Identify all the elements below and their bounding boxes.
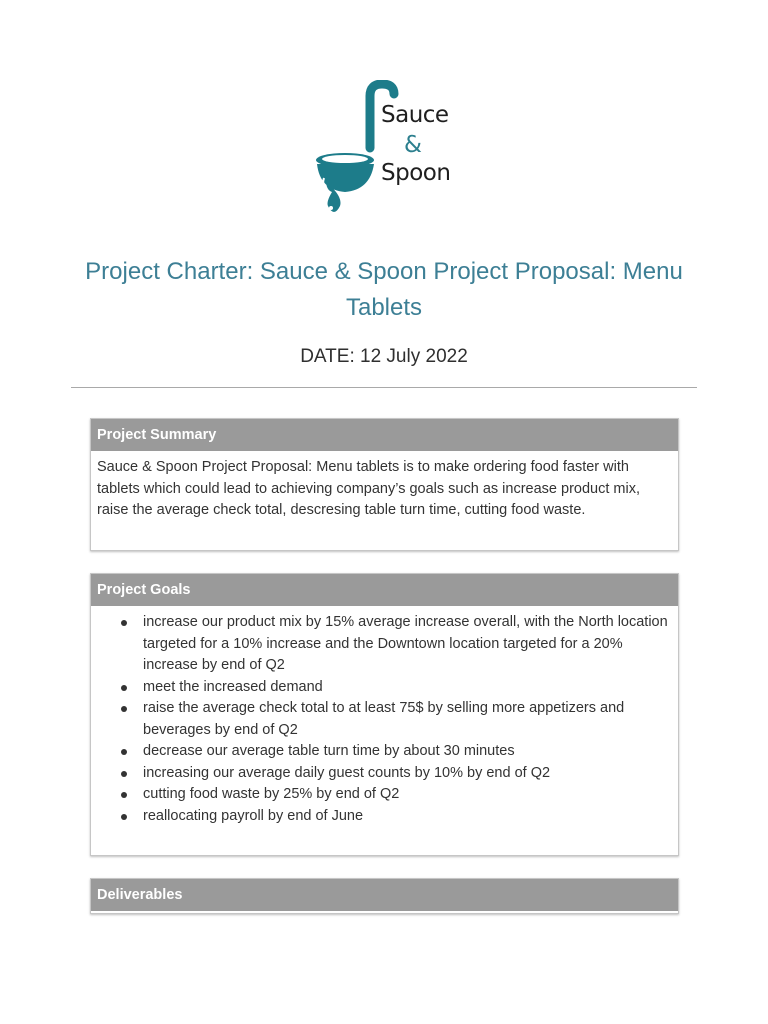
goal-text: decrease our average table turn time by about 30 minutes	[143, 743, 515, 759]
bullet-icon	[121, 685, 127, 691]
goal-item	[97, 741, 672, 763]
project-summary-heading: Project Summary	[91, 419, 678, 451]
bullet-icon	[121, 620, 127, 626]
bullet-icon	[121, 749, 127, 755]
project-summary-text: Sauce & Spoon Project Proposal: Menu tablets is to make ordering food faster with tablets which could lead to achieving company’s goals such as increase product mix, raise the average check total, descresing table turn time, cutting food waste.	[97, 459, 640, 518]
project-goals-box	[90, 573, 679, 856]
goal-item	[97, 806, 672, 828]
goal-item	[97, 698, 672, 741]
goal-text: meet the increased demand	[143, 678, 323, 695]
bullet-icon	[121, 814, 127, 820]
goal-text: raise the average check total to at least 75$ by selling more appetizers and beverages by end of Q2	[143, 700, 625, 738]
deliverables-box	[90, 878, 679, 914]
goal-text: increasing our average daily guest counts by 10% by end of Q2	[143, 764, 551, 781]
project-goals-heading: Project Goals	[91, 574, 678, 606]
bullet-icon	[121, 771, 127, 777]
goal-item	[97, 612, 672, 677]
goal-text: reallocating payroll by end of June	[143, 807, 364, 824]
deliverables-heading: Deliverables	[91, 879, 678, 911]
document-date: DATE: 12 July 2022	[300, 346, 468, 367]
sauce-and-spoon-logo	[312, 80, 462, 222]
header-divider	[71, 387, 697, 388]
goal-text: cutting food waste by 25% by end of Q2	[143, 786, 400, 802]
bullet-icon	[121, 792, 127, 798]
bullet-icon	[121, 706, 127, 712]
goal-item	[97, 763, 672, 785]
document-title: Project Charter: Sauce & Spoon Project Proposal: Menu Tablets	[85, 258, 683, 321]
logo-word-sauce: Sauce	[381, 102, 449, 128]
goal-item	[97, 784, 672, 806]
project-goals-list	[91, 606, 678, 827]
logo-word-spoon: Spoon	[381, 160, 451, 186]
logo-ampersand: &	[404, 132, 422, 158]
project-summary-box	[90, 418, 679, 551]
goal-text: increase our product mix by 15% average increase overall, with the North location targeted for a 10% increase and the Downtown location targeted for a 20% increase by end of Q2	[143, 614, 668, 673]
goal-item	[97, 677, 672, 699]
